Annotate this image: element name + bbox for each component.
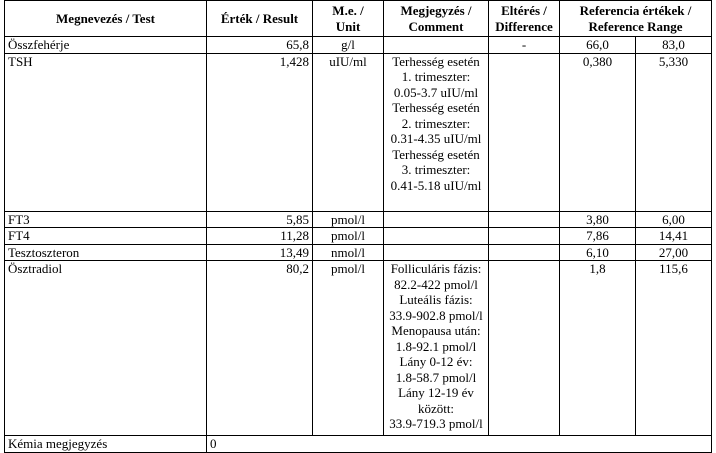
reference-low: 66,0 (560, 37, 636, 54)
reference-high: 115,6 (636, 261, 712, 436)
comment-line: 3. trimeszter: (401, 162, 471, 177)
header-comment: Megjegyzés / Comment (384, 1, 489, 37)
header-unit: M.e. / Unit (313, 1, 384, 37)
difference-cell: - (489, 37, 560, 54)
reference-low: 0,380 (560, 53, 636, 211)
reference-low: 1,8 (560, 261, 636, 436)
comment-cell (384, 211, 489, 228)
comment-line: Folliculáris fázis: (390, 261, 482, 276)
comment-line: 2. trimeszter: (401, 115, 471, 131)
difference-cell (489, 228, 560, 245)
comment-cell (384, 228, 489, 245)
unit-cell: pmol/l (313, 261, 384, 436)
header-result: Érték / Result (207, 1, 313, 37)
reference-high: 14,41 (636, 228, 712, 245)
difference-cell (489, 244, 560, 261)
unit-cell: uIU/ml (313, 53, 384, 211)
test-name: Tesztoszteron (5, 244, 207, 261)
result-value: 11,28 (207, 228, 313, 245)
comment-line: Terhesség esetén (392, 53, 480, 69)
comment-line: Terhesség esetén (392, 100, 480, 115)
reference-low: 7,86 (560, 228, 636, 245)
comment-line: 1.8-92.1 pmol/l (395, 338, 477, 354)
comment-line: 0.31-4.35 uIU/ml (390, 131, 482, 146)
table-row (5, 37, 712, 54)
reference-low: 6,10 (560, 244, 636, 261)
comment-line: között: (417, 400, 455, 416)
comment-cell (384, 53, 489, 211)
footer-label: Kémia megjegyzés (5, 436, 207, 453)
reference-high: 6,00 (636, 211, 712, 228)
comment-line: 33.9-902.8 pmol/l (389, 307, 483, 323)
difference-cell (489, 211, 560, 228)
table-row (5, 261, 712, 436)
comment-line: Terhesség esetén (392, 146, 480, 162)
comment-line: 82.2-422 pmol/l (394, 276, 478, 292)
comment-line: 33.9-719.3 pmol/l (389, 416, 483, 431)
test-name: Ösztradiol (5, 261, 207, 436)
comment-line: Lány 0-12 év: (399, 354, 473, 369)
footer-row (5, 436, 712, 453)
reference-low: 3,80 (560, 211, 636, 228)
table-row (5, 53, 712, 211)
unit-cell: g/l (313, 37, 384, 54)
header-test: Megnevezés / Test (5, 1, 207, 37)
result-value: 80,2 (207, 261, 313, 436)
comment-cell (384, 244, 489, 261)
test-name: TSH (5, 53, 207, 211)
unit-cell: pmol/l (313, 228, 384, 245)
reference-high: 27,00 (636, 244, 712, 261)
unit-cell: nmol/l (313, 244, 384, 261)
comment-line: Luteális fázis: (399, 292, 473, 307)
test-name: FT4 (5, 228, 207, 245)
footer-value: 0 (207, 436, 712, 453)
comment-line: Menopausa után: (391, 323, 481, 338)
comment-line: 1. trimeszter: (401, 69, 471, 84)
table-row (5, 211, 712, 228)
result-value: 65,8 (207, 37, 313, 54)
result-value: 1,428 (207, 53, 313, 211)
comment-cell (384, 37, 489, 54)
comment-line: 1.8-58.7 pmol/l (395, 369, 477, 385)
comment-line: 0.41-5.18 uIU/ml (390, 177, 482, 193)
unit-cell: pmol/l (313, 211, 384, 228)
header-row (5, 1, 712, 37)
test-name: Összfehérje (5, 37, 207, 54)
test-name: FT3 (5, 211, 207, 228)
reference-high: 83,0 (636, 37, 712, 54)
reference-high: 5,330 (636, 53, 712, 211)
comment-line: Lány 12-19 év (398, 385, 474, 400)
header-reference-range: Referencia értékek / Reference Range (560, 1, 712, 37)
difference-cell (489, 261, 560, 436)
comment-line: 0.05-3.7 uIU/ml (393, 84, 479, 100)
header-difference: Eltérés / Difference (489, 1, 560, 37)
table-row (5, 244, 712, 261)
lab-results-table (4, 0, 712, 453)
result-value: 13,49 (207, 244, 313, 261)
difference-cell (489, 53, 560, 211)
table-row (5, 228, 712, 245)
comment-cell (384, 261, 489, 436)
result-value: 5,85 (207, 211, 313, 228)
